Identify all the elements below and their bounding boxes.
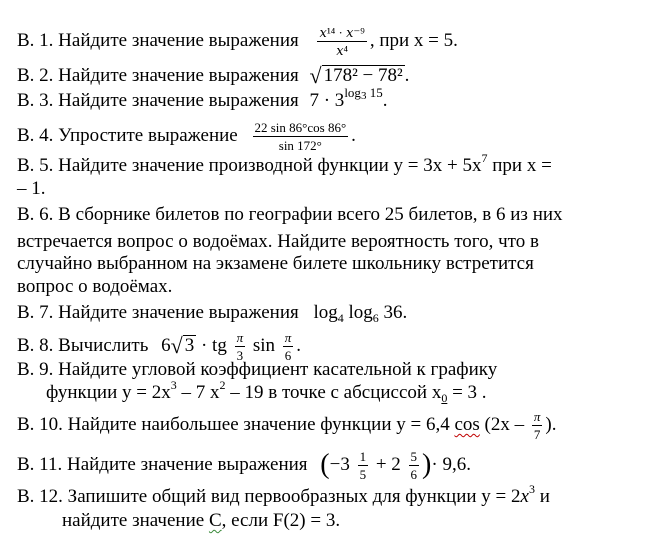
task-6-line-1: В. 6. В сборнике билетов по географии всего 25 билетов, в 6 из них xyxy=(17,204,563,225)
task-4-suffix: . xyxy=(351,124,356,146)
task-6-line-4: вопрос о водоёмах. xyxy=(17,276,173,297)
task-5-line-1: В. 5. Найдите значение производной функции $y = 3x + 5x^7$ при x = xyxy=(17,151,552,176)
task-7-text: В. 7. Найдите значение выражения xyxy=(17,302,299,323)
radicand: 178² − 78² xyxy=(323,65,403,86)
task-12-line-1: В. 12. Запишите общий вид первообразных для функции $y = 2x^3$ и xyxy=(17,482,550,507)
task-2-suffix: . xyxy=(404,65,410,86)
pi-over-6: $\frac{\pi}{6}$ xyxy=(284,330,292,363)
task-1 xyxy=(17,26,458,57)
fraction-numerator: 22 sin 86°cos 86° xyxy=(254,120,347,135)
task-6-line-2: встречается вопрос о водоёмах. Найдите вероятность того, что в xyxy=(17,231,539,252)
task-3 xyxy=(17,85,388,112)
task-4-text: В. 4. Упростите выражение xyxy=(17,124,238,146)
task-4-fraction xyxy=(253,121,349,152)
task-7: В. 7. Найдите значение выражения $\log_4 \log_6 36$. xyxy=(17,302,408,325)
task-6-line-3: случайно выбранном на экзамене билете школьнику встретится xyxy=(17,253,534,274)
mixed-fraction-2: $\frac{5}{6}$ xyxy=(410,449,418,482)
fraction-numerator: 𝑥¹⁴ · 𝑥⁻⁹ xyxy=(319,25,365,40)
square-root: √ 3 xyxy=(170,332,195,358)
task-12-line-2: найдите значение С, если F(2) = 3. xyxy=(62,510,341,531)
task-3-suffix: . xyxy=(382,90,388,111)
task-2-text: В. 2. Найдите значение выражения xyxy=(17,65,299,86)
task-5-line-2: – 1. xyxy=(17,178,46,199)
exponent: log3 15 xyxy=(344,85,383,102)
task-1-text: В. 1. Найдите значение выражения xyxy=(17,29,299,51)
task-1-fraction xyxy=(317,26,366,57)
task-3-text: В. 3. Найдите значение выражения xyxy=(17,90,299,111)
exponent: 7 xyxy=(481,151,488,165)
square-root: √ 178² − 78² xyxy=(309,63,403,88)
task-9-line-1: В. 9. Найдите угловой коэффициент касательной к графику xyxy=(17,359,498,380)
fraction-denominator: sin 172° xyxy=(278,138,322,153)
task-8-text: В. 8. Вычислить xyxy=(17,334,149,356)
task-1-suffix: , при x = 5. xyxy=(369,29,458,51)
task-9-line-2: функции $y = 2x^3 - 7$ $x^2 - 19$ в точке с абсциссой $x_0 = 3$ . xyxy=(46,378,487,405)
pi-over-3: $\frac{\pi}{3}$ xyxy=(236,330,244,363)
fraction-denominator: 𝑥⁴ xyxy=(336,43,349,58)
mixed-fraction-1: $\frac{1}{5}$ xyxy=(359,449,367,482)
pi-over-7: $\frac{\pi}{7}$ xyxy=(533,409,541,442)
task-3-base: 7 · 3 xyxy=(309,90,345,111)
task-4 xyxy=(17,121,356,152)
task-2 xyxy=(17,63,409,87)
task-8: В. 8. Вычислить 6√ 3 · tg $\frac{\pi}{3}$ sin $\frac{\pi}{6}$ . xyxy=(17,330,302,363)
task-11: В. 11. Найдите значение выражения (−3 $\frac{1}{5}$ + 2 $\frac{5}{6}$ )· 9,6. xyxy=(17,448,471,482)
task-10: В. 10. Найдите наибольшее значение функции y = 6,4 cos (2x – $\frac{\pi}{7}$ ). xyxy=(17,409,557,442)
